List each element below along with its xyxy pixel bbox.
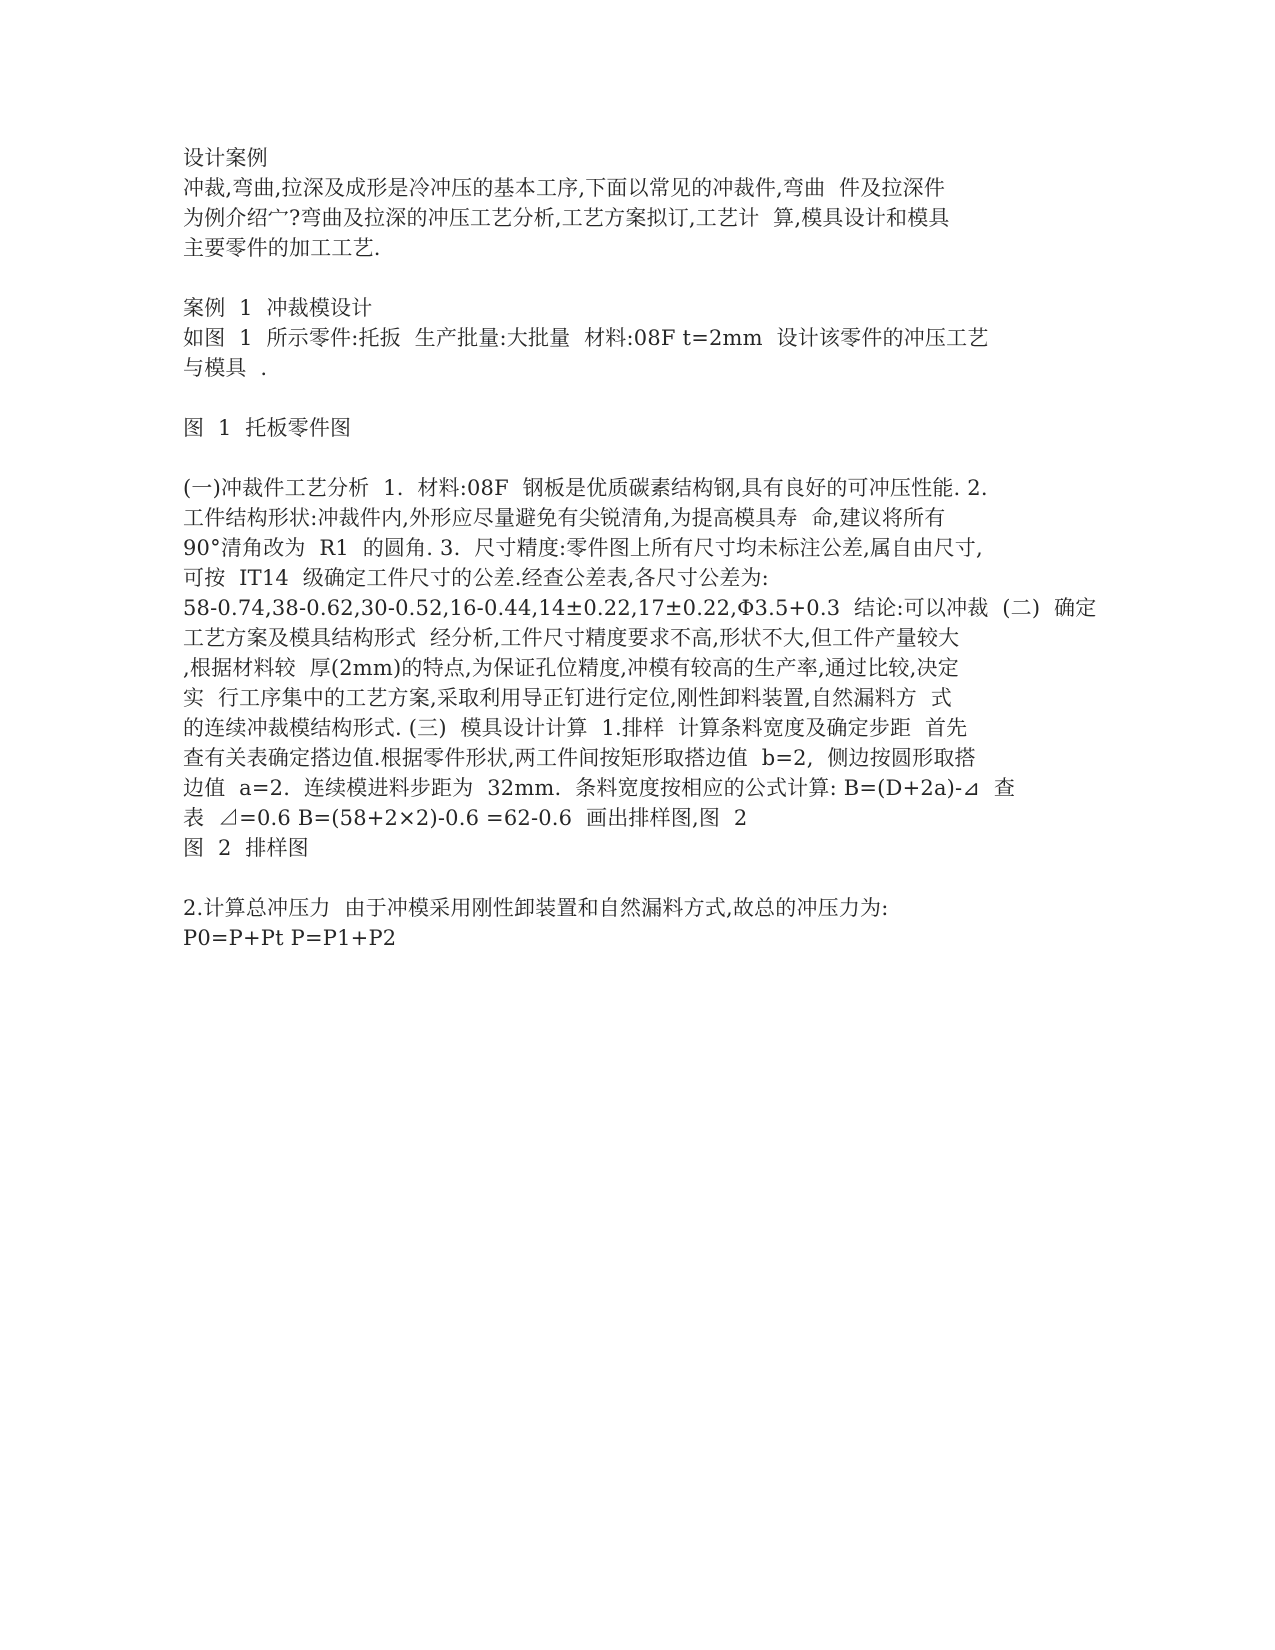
paragraph-gap [183, 863, 1083, 893]
analysis-line: (一)冲裁件工艺分析 1. 材料:08F 钢板是优质碳素结构钢,具有良好的可冲压性能. 2. [183, 476, 988, 500]
analysis-line: 工件结构形状:冲裁件内,外形应尽量避免有尖锐清角,为提高模具寿 命,建议将所有 [183, 506, 946, 530]
analysis-line: 查有关表确定搭边值.根据零件形状,两工件间按矩形取搭边值 b=2, 侧边按圆形取搭 [183, 746, 976, 770]
document-page [183, 143, 1097, 953]
analysis-line: ,根据材料较 厚(2mm)的特点,为保证孔位精度,冲模有较高的生产率,通过比较,决定 [183, 656, 959, 680]
paragraph-gap [183, 263, 1083, 293]
figure-1-caption: 图 1 托板零件图 [183, 416, 352, 440]
force-line: 2.计算总冲压力 由于冲模采用刚性卸装置和自然漏料方式,故总的冲压力为: [183, 896, 889, 920]
analysis-line: 的连续冲裁模结构形式. (三) 模具设计计算 1.排样 计算条料宽度及确定步距 首先 [183, 716, 968, 740]
analysis-line: 工艺方案及模具结构形式 经分析,工件尺寸精度要求不高,形状不大,但工件产量较大 [183, 626, 960, 650]
analysis-line: 表 ⊿=0.6 B=(58+2×2)-0.6 =62-0.6 画出排样图,图 2 [183, 806, 748, 830]
analysis-line: 边值 a=2. 连续模进料步距为 32mm. 条料宽度按相应的公式计算: B=(D+2a)-⊿ 查 [183, 776, 1016, 800]
analysis-line: 可按 IT14 级确定工件尺寸的公差.经查公差表,各尺寸公差为: [183, 566, 769, 590]
analysis-line: 58-0.74,38-0.62,30-0.52,16-0.44,14±0.22,17±0.22,Φ3.5+0.3 结论:可以冲裁 (二) 确定 [183, 596, 1097, 620]
force-line: P0=P+Pt P=P1+P2 [183, 926, 397, 950]
intro-line: 冲裁,弯曲,拉深及成形是冷冲压的基本工序,下面以常见的冲裁件,弯曲 件及拉深件 [183, 176, 946, 200]
paragraph-gap [183, 383, 1083, 413]
intro-line: 主要零件的加工工艺. [183, 236, 381, 260]
document-heading: 设计案例 [183, 146, 268, 170]
analysis-line: 实 行工序集中的工艺方案,采取利用导正钉进行定位,刚性卸料装置,自然漏料方 式 [183, 686, 952, 710]
figure-2-caption: 图 2 排样图 [183, 836, 309, 860]
analysis-line: 90°清角改为 R1 的圆角. 3. 尺寸精度:零件图上所有尺寸均未标注公差,属自由尺寸, [183, 536, 983, 560]
paragraph-gap [183, 443, 1083, 473]
case-title: 案例 1 冲裁模设计 [183, 296, 373, 320]
case-line: 与模具 . [183, 356, 268, 380]
intro-line: 为例介绍宀?弯曲及拉深的冲压工艺分析,工艺方案拟订,工艺计 算,模具设计和模具 [183, 206, 950, 230]
case-line: 如图 1 所示零件:托扳 生产批量:大批量 材料:08F t=2mm 设计该零件的冲压工艺 [183, 326, 989, 350]
